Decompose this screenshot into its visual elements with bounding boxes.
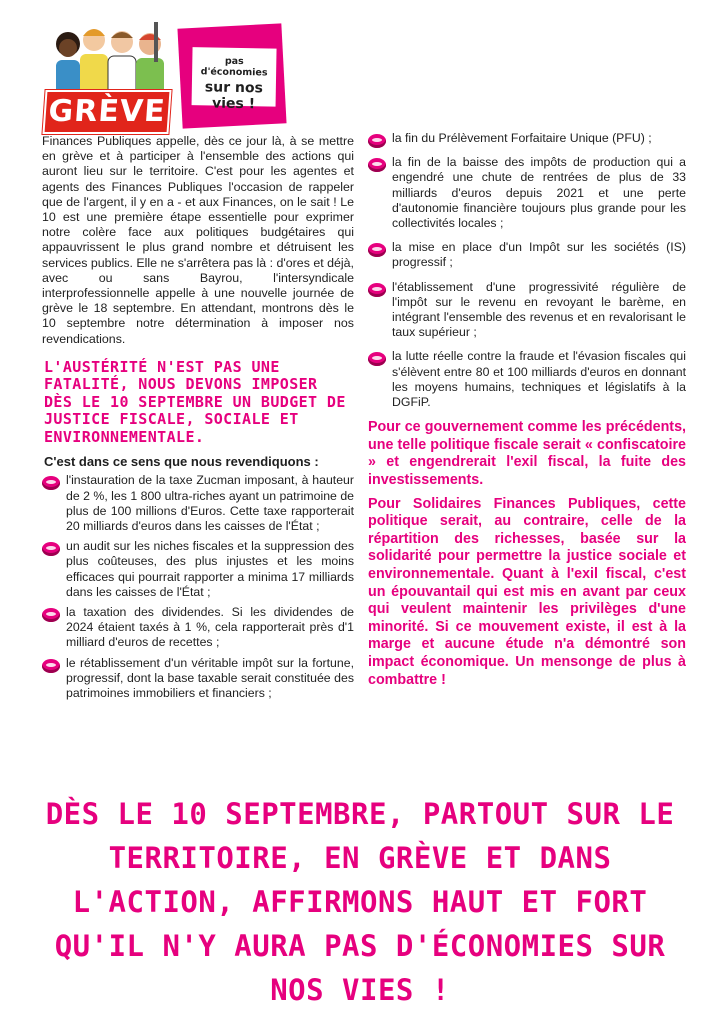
list-item-text: un audit sur les niches fiscales et la suppression des plus coûteuses, des plus injustes et les moins efficaces qui pourrait rapporter a minima 17 milliards dans les caisses de l'État ; bbox=[66, 539, 354, 599]
bullet-icon bbox=[368, 243, 386, 257]
intro-paragraph: Finances Publiques appelle, dès ce jour là, à se mettre en grève et à participer à l'ensemble des actions qui auront lieu sur le territoire. C'est pour les agentes et agents des Finances Publiques l'occasion de rappeler que de l'argent, il y en a - et aux Finances, on le sait ! Le 10 est une première étape essentielle pour exprimer notre colère face aux politiques budgétaires qui appauvrissent le plus grand nombre et détruisent les services publics. Elle ne s'arrêtera pas là : d'ores et déjà, avec ou sans Bayrou, l'intersyndicale interprofessionnelle appelle à une nouvelle journée de grève le 18 septembre. En attendant, montrons dès le 10 septembre notre détermination à imposer nos revendications. bbox=[42, 134, 354, 346]
slogan-logo-line2: sur nos vies ! bbox=[204, 79, 263, 113]
list-item-text: la fin du Prélèvement Forfaitaire Unique (PFU) ; bbox=[392, 131, 652, 145]
list-item bbox=[368, 280, 686, 341]
solidaires-paragraph: Pour Solidaires Finances Publiques, cette politique serait, au contraire, celle de la répartition des richesses, basée sur la solidarité pour permettre la justice sociale et environnementale. Quant à l'exil fiscal, c'est un épouvantail qui est mis en avant par ceux qui veulent maintenir les privilèges d'une minorité. Si ce mouvement existe, il est à la marge et aucune étude n'a démontré son impact économique. Un mensonge de plus à combattre ! bbox=[368, 495, 686, 688]
government-paragraph: Pour ce gouvernement comme les précédents, une telle politique fiscale serait « confiscatoire » et engendrerait l'exil fiscal, la fuite des investissements. bbox=[368, 419, 686, 489]
list-item bbox=[42, 605, 354, 651]
list-item bbox=[368, 155, 686, 231]
call-to-action-banner: DÈS LE 10 SEPTEMBRE, PARTOUT SUR LE TERRITOIRE, EN GRÈVE ET DANS L'ACTION, AFFIRMONS HAUT ET FORT QU'IL N'Y AURA PAS D'ÉCONOMIES SUR NOS VIES ! bbox=[45, 797, 675, 1007]
list-item bbox=[42, 656, 354, 702]
bullet-icon bbox=[368, 283, 386, 297]
right-column bbox=[368, 131, 686, 695]
list-item-text: la taxation des dividendes. Si les dividendes de 2024 étaient taxés à 1 %, cela rapporterait près d'1 milliard d'euros de recettes ; bbox=[66, 604, 354, 650]
list-item-text: la lutte réelle contre la fraude et l'évasion fiscales qui s'élèvent entre 80 et 100 milliards d'euros en donnant les moyens humains, techniques et législatifs à la DGFiP. bbox=[392, 349, 686, 410]
list-item bbox=[368, 349, 686, 410]
list-item bbox=[42, 539, 354, 600]
demands-intro: C'est dans ce sens que nous revendiquons : bbox=[44, 454, 319, 470]
list-item bbox=[368, 131, 686, 146]
bullet-icon bbox=[42, 542, 60, 556]
list-item bbox=[42, 473, 354, 534]
header bbox=[40, 14, 300, 134]
bullet-icon bbox=[42, 659, 60, 673]
bullet-icon bbox=[368, 134, 386, 148]
left-column bbox=[42, 134, 354, 706]
list-item-text: la fin de la baisse des impôts de production qui a engendré une chute de rentrées de plus de 33 milliards d'euros depuis 2021 et une perte d'autonomie financière toujours plus grande pour les collectivités locales ; bbox=[392, 155, 686, 231]
right-demands-list bbox=[368, 131, 686, 410]
bullet-icon bbox=[42, 608, 60, 622]
left-demands-list bbox=[42, 473, 354, 701]
slogan-logo bbox=[177, 23, 286, 128]
slogan-logo-line1: pas d'économies bbox=[200, 55, 268, 79]
list-item-text: le rétablissement d'un véritable impôt sur la fortune, progressif, dont la base taxable serait constituée des patrimoines immobiliers et financiers ; bbox=[66, 655, 354, 700]
slogan-logo-text bbox=[192, 47, 277, 113]
list-item-text: l'instauration de la taxe Zucman imposant, à hauteur de 2 %, les 1 800 ultra-riches ayant un patrimoine de plus de 100 millions d'Euros. Cette taxe rapporterait 20 milliards d'euros dans les caisses de l'État ; bbox=[66, 473, 354, 533]
list-item-text: la mise en place d'un Impôt sur les sociétés (IS) progressif ; bbox=[392, 240, 686, 270]
bullet-icon bbox=[368, 158, 386, 172]
bullet-icon bbox=[368, 352, 386, 366]
bullet-icon bbox=[42, 476, 60, 490]
greve-badge: GRÈVE bbox=[42, 90, 171, 134]
list-item-text: l'établissement d'une progressivité régulière de l'impôt sur le revenu en revoyant le barème, en intégrant l'ensemble des revenus et en revalorisant le taux supérieur ; bbox=[392, 279, 686, 340]
austerity-heading: L'AUSTÉRITÉ N'EST PAS UNE FATALITÉ, NOUS DEVONS IMPOSER DÈS LE 10 SEPTEMBRE UN BUDGET DE JUSTICE FISCALE, SOCIALE ET ENVIRONNEMENTALE. bbox=[44, 357, 346, 446]
list-item bbox=[368, 240, 686, 270]
